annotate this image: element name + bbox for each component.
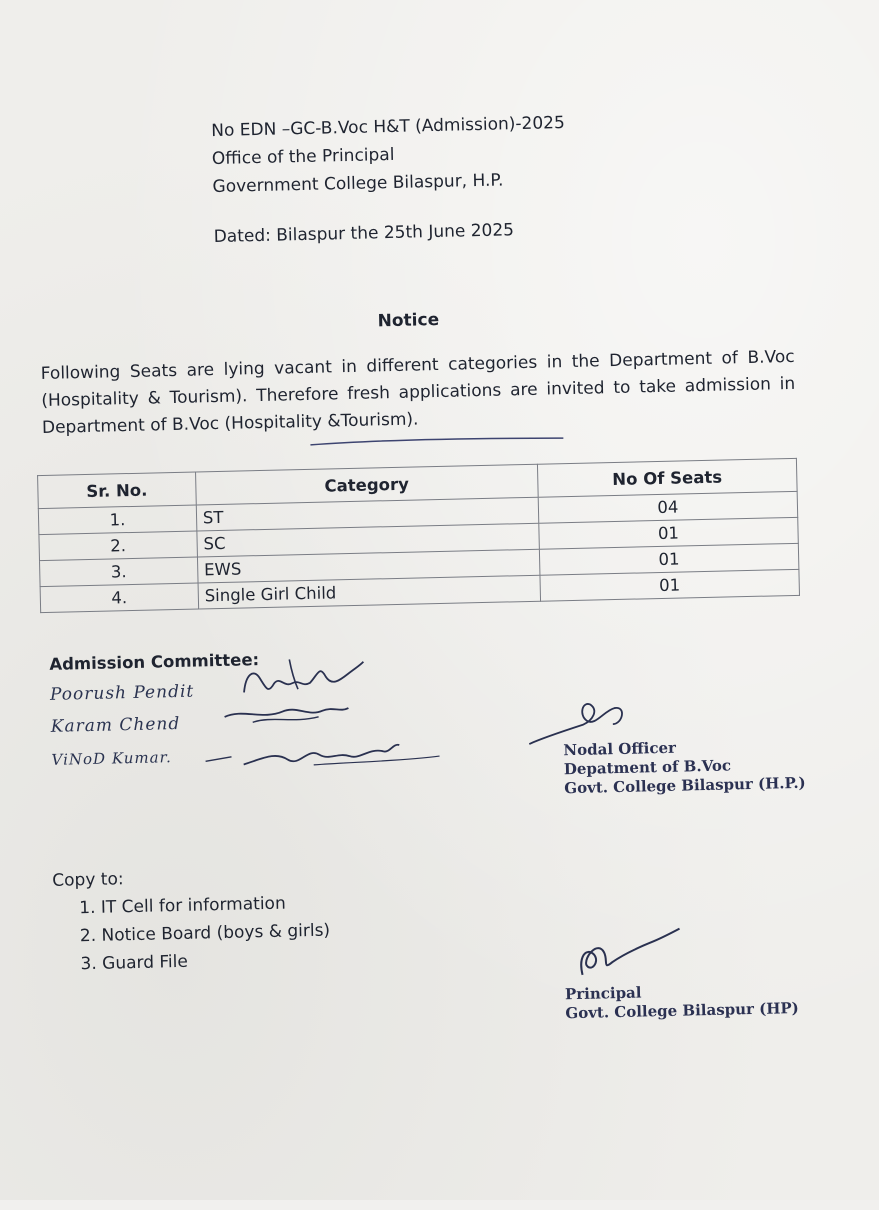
copy-to-title: Copy to: bbox=[52, 869, 124, 891]
sr-cell: 3. bbox=[40, 557, 198, 587]
nodal-stamp-line: Govt. College Bilaspur (H.P.) bbox=[564, 773, 806, 798]
category-cell: EWS bbox=[197, 549, 539, 583]
category-cell: SC bbox=[197, 523, 539, 557]
vacant-seats-table bbox=[37, 458, 800, 613]
seats-cell: 01 bbox=[540, 569, 800, 601]
seats-cell: 01 bbox=[539, 543, 799, 575]
sr-cell: 4. bbox=[40, 583, 198, 613]
committee-member-name: ViNoD Kumar. bbox=[51, 748, 173, 769]
header-sr-no: Sr. No. bbox=[38, 472, 197, 509]
committee-signature-2 bbox=[222, 696, 353, 729]
sr-cell: 2. bbox=[39, 531, 197, 561]
list-item: 1. IT Cell for information bbox=[101, 889, 330, 922]
committee-signature-3 bbox=[203, 730, 444, 775]
notice-title: Notice bbox=[377, 309, 440, 332]
committee-title: Admission Committee: bbox=[49, 650, 260, 674]
nodal-stamp-line: Depatment of B.Voc bbox=[563, 756, 732, 779]
list-item: 2. Notice Board (boys & girls) bbox=[101, 917, 330, 950]
copy-to-section bbox=[52, 861, 331, 979]
principal-signature bbox=[567, 924, 688, 987]
notice-body: Following Seats are lying vacant in different categories in the Department of B.Voc (Hospitality & Tourism). Therefore fresh applications are invited to take admission in Department of B.Voc (Hospitality &Tourism). bbox=[40, 346, 796, 438]
list-item: 3. Guard File bbox=[102, 945, 331, 978]
letter-header bbox=[211, 109, 566, 201]
principal-stamp-line: Principal bbox=[564, 983, 642, 1004]
reference-number: No EDN –GC-B.Voc H&T (Admission)-2025 bbox=[211, 113, 566, 142]
committee-member-name: Poorush Pendit bbox=[49, 681, 195, 705]
seats-cell: 01 bbox=[539, 517, 799, 549]
principal-stamp-line: Govt. College Bilaspur (HP) bbox=[565, 998, 800, 1023]
nodal-officer-stamp bbox=[563, 736, 806, 798]
committee-member-name: Karam Chend bbox=[50, 713, 181, 737]
header-category: Category bbox=[195, 464, 538, 505]
copy-to-list bbox=[53, 889, 331, 979]
underline-mark bbox=[308, 433, 568, 451]
sr-cell: 1. bbox=[38, 505, 196, 535]
seats-cell: 04 bbox=[538, 491, 798, 523]
header-no-of-seats: No Of Seats bbox=[537, 458, 797, 497]
office-line: Office of the Principal bbox=[211, 144, 395, 170]
nodal-stamp-line: Nodal Officer bbox=[563, 738, 677, 760]
category-cell: ST bbox=[196, 497, 538, 531]
principal-stamp bbox=[565, 980, 799, 1023]
college-line: Government College Bilaspur, H.P. bbox=[212, 170, 504, 198]
category-cell: Single Girl Child bbox=[198, 575, 540, 609]
date-line: Dated: Bilaspur the 25th June 2025 bbox=[213, 220, 515, 248]
